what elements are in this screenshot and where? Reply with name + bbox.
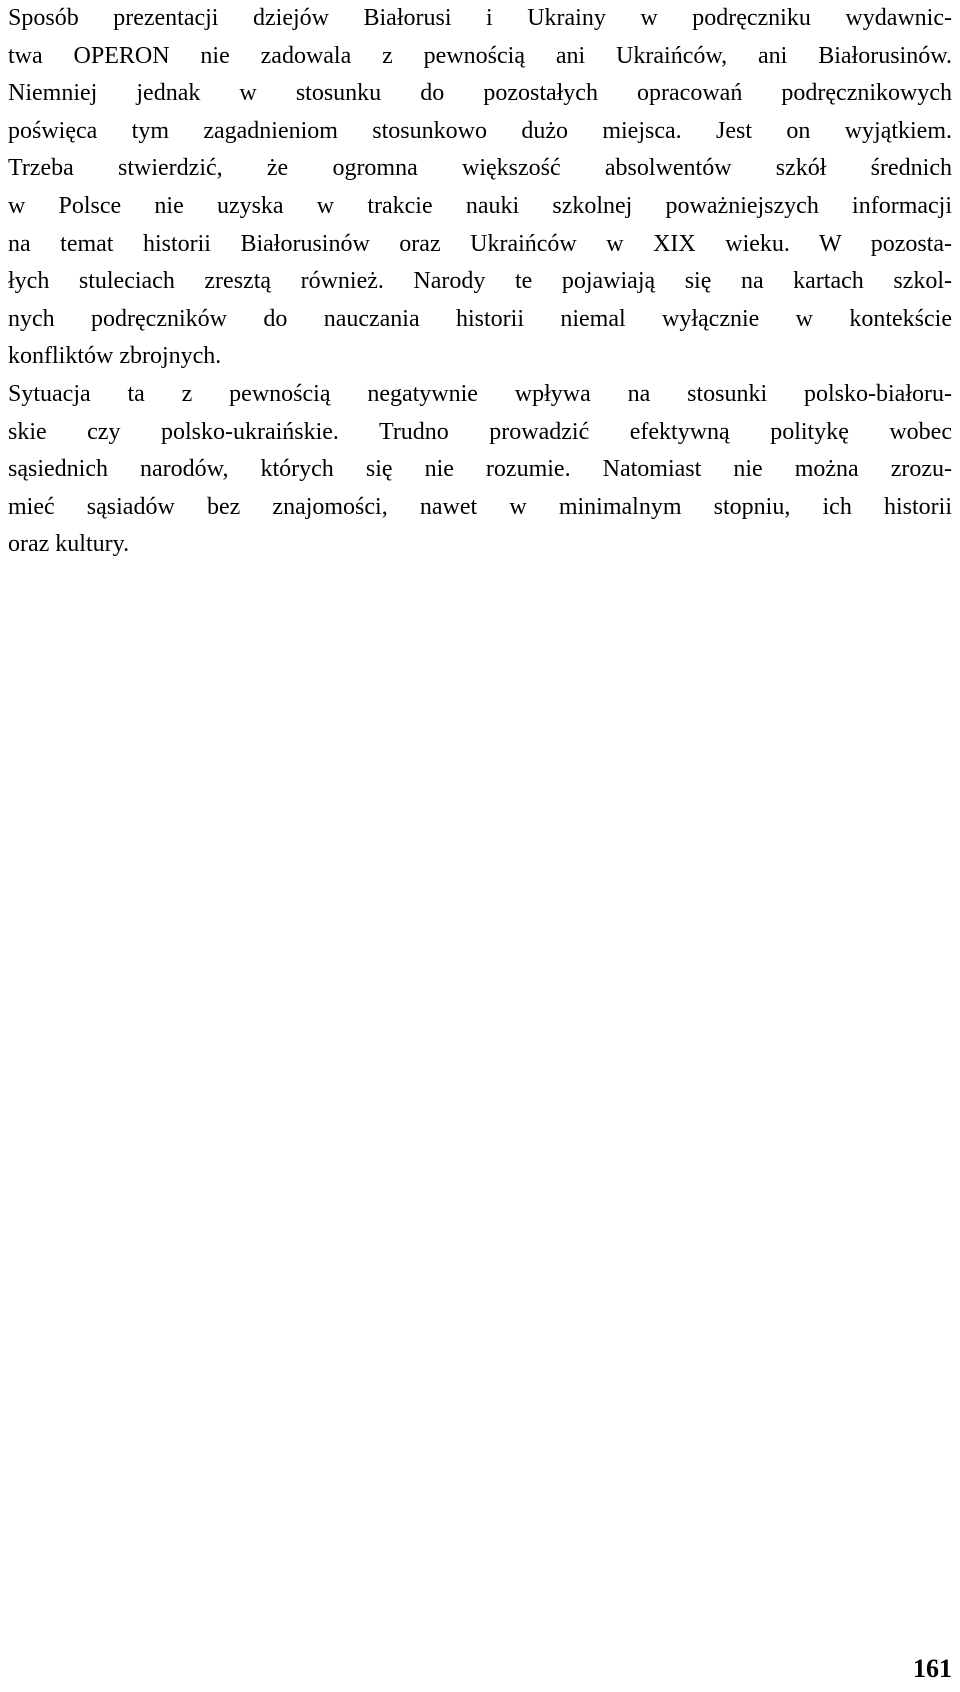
text-line: łych stuleciach zresztą również. Narody te pojawiają się na kartach szkol- bbox=[8, 268, 952, 295]
text-line: sąsiednich narodów, których się nie rozumie. Natomiast nie można zrozu- bbox=[8, 456, 952, 483]
text-line: konfliktów zbrojnych. bbox=[8, 343, 222, 370]
text-line: nych podręczników do nauczania historii niemal wyłącznie w kontekście bbox=[8, 305, 952, 332]
page-number: 161 bbox=[913, 1654, 952, 1683]
text-line: Trzeba stwierdzić, że ogromna większość absolwentów szkół średnich bbox=[8, 155, 952, 182]
text-line: Sposób prezentacji dziejów Białorusi i Ukrainy w podręczniku wydawnic- bbox=[8, 5, 952, 31]
text-line: Sytuacja ta z pewnością negatywnie wpływa na stosunki polsko-białoru- bbox=[8, 380, 952, 407]
text-line: skie czy polsko-ukraińskie. Trudno prowadzić efektywną politykę wobec bbox=[8, 418, 952, 445]
text-line: Niemniej jednak w stosunku do pozostałych opracowań podręcznikowych bbox=[8, 80, 952, 107]
text-line: twa OPERON nie zadowala z pewnością ani Ukraińców, ani Białorusinów. bbox=[8, 42, 952, 69]
document-body bbox=[8, 0, 952, 564]
text-line: poświęca tym zagadnieniom stosunkowo dużo miejsca. Jest on wyjątkiem. bbox=[8, 117, 952, 144]
text-line: oraz kultury. bbox=[8, 531, 130, 558]
text-line: na temat historii Białorusinów oraz Ukraińców w XIX wieku. W pozosta- bbox=[8, 230, 952, 257]
text-line: w Polsce nie uzyska w trakcie nauki szkolnej poważniejszych informacji bbox=[8, 192, 952, 219]
text-line: mieć sąsiadów bez znajomości, nawet w minimalnym stopniu, ich historii bbox=[8, 493, 952, 520]
